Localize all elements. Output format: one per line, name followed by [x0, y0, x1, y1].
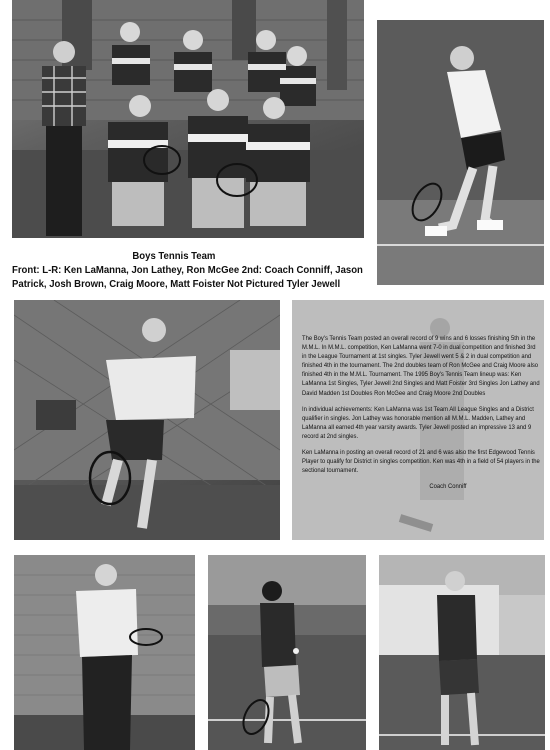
player-bottom-2-graphic — [208, 555, 366, 750]
player-bottom-1-graphic — [14, 555, 195, 750]
summary-signature: Coach Conniff — [429, 483, 467, 491]
player-photo-bottom-right — [379, 555, 545, 750]
player-bottom-3-graphic — [379, 555, 545, 750]
team-photo — [12, 0, 364, 238]
player-top-right-graphic — [377, 20, 544, 285]
team-photo-graphic — [12, 0, 364, 238]
player-photo-bottom-center — [208, 555, 366, 750]
team-caption — [12, 250, 363, 292]
caption-names: Front: L-R: Ken LaManna, Jon Lathey, Ron McGee 2nd: Coach Conniff, Jason Patrick, Josh Brown, Craig Moore, Matt Foister Not Pictured Tyler Jewell — [12, 265, 363, 290]
player-photo-bottom-left — [14, 555, 195, 750]
summary-paragraph-1: The Boy's Tennis Team posted an overall record of 9 wins and 6 losses finishing 5th in the M.M.L. In M.M.L. competition, Ken LaManna went 7-0 in dual competition and finished 3rd in the League Tournament at 1st singles. Tyler Jewell went 5 & 2 in dual competition and finished 4th in the tournament. The 2nd doubles team of Ron McGee and Craig Moore also finished 4th in the M.M.L. Tournament. The 1995 Boy's Tennis Team lineup was: Ken LaManna 1st Singles, Tyler Jewell 2nd Singles and Matt Foister 3rd Singles Jon Lathey and David Madden 1st Doubles Ron McGee and Craig Moore 2nd Doubles — [302, 335, 540, 397]
summary-paragraph-2: In individual achievements: Ken LaManna was 1st Team All League Singles and a District qualifier in singles. Jon Lathey was honorable mention all M.M.L. Madden, Lathey and LaManna all earned 4th year varsity awards. Tyler Jewell posted an impressive 13 and 9 record at 2nd singles. — [302, 405, 534, 440]
player-photo-middle-left — [14, 300, 280, 540]
summary-paragraph-3: Ken LaManna in posting an overall record of 21 and 6 was also the first Edgewood Tennis Player to qualify for District in singles competition. Ken was 4th in a field of 54 players in the sectional tournament. — [302, 449, 540, 475]
season-summary-text — [302, 334, 541, 491]
season-summary-panel — [292, 300, 544, 540]
player-photo-top-right — [377, 20, 544, 285]
player-mid-left-graphic — [14, 300, 280, 540]
caption-title: Boys Tennis Team — [132, 251, 216, 262]
